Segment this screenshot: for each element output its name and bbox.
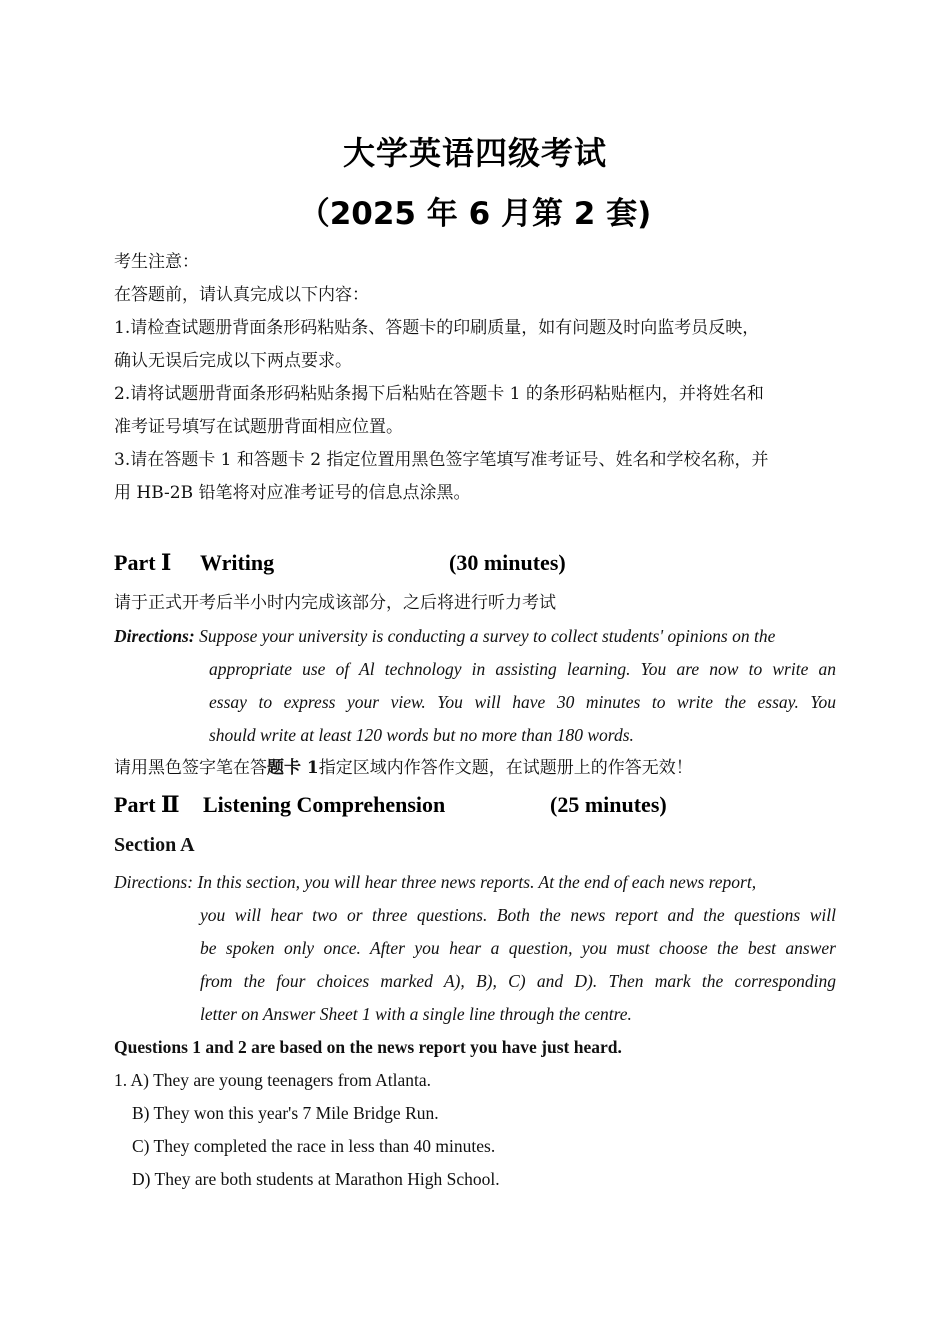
part2-time: (25 minutes)	[550, 792, 667, 817]
part2-directions-line-2: you will hear two or three questions. Both the news report and the questions will	[200, 905, 836, 925]
part1-note: 请于正式开考后半小时内完成该部分，之后将进行听力考试	[114, 593, 556, 613]
part1-label: Part Ⅰ	[114, 550, 172, 575]
part2-directions-line-1: Directions: In this section, you will hear three news reports. At the end of each news report,	[114, 872, 757, 892]
question-group-heading: Questions 1 and 2 are based on the news report you have just heard.	[114, 1037, 622, 1057]
part2-directions-line-3: be spoken only once. After you hear a question, you must choose the best answer	[200, 938, 836, 958]
part1-name: Writing	[200, 550, 275, 575]
notice-item-2a: 2.请将试题册背面条形码粘贴条揭下后粘贴在答题卡 1 的条形码粘贴框内，并将姓名和	[114, 384, 764, 404]
exam-title: 大学英语四级考试	[342, 134, 607, 172]
notice-item-2b: 准考证号填写在试题册背面相应位置。	[114, 417, 403, 437]
notice-item-1b: 确认无误后完成以下两点要求。	[114, 351, 352, 371]
part1-directions-line-4: should write at least 120 words but no more than 180 words.	[209, 725, 634, 745]
section-a-heading: Section A	[114, 834, 195, 856]
part1-heading	[114, 546, 836, 579]
part2-directions-line-4: from the four choices marked A), B), C) and D). Then mark the corresponding	[200, 971, 836, 991]
notice-item-3a: 3.请在答题卡 1 和答题卡 2 指定位置用黑色签字笔填写准考证号、姓名和学校名称，并	[114, 450, 769, 470]
notice-intro: 在答题前，请认真完成以下内容：	[114, 285, 369, 305]
part2-directions-line-5: letter on Answer Sheet 1 with a single line through the centre.	[200, 1004, 632, 1024]
notice-heading: 考生注意：	[114, 252, 199, 272]
part1-directions-line-1: Directions: Suppose your university is conducting a survey to collect students' opinions on the	[114, 626, 776, 646]
question-1-number: 1.	[114, 1070, 128, 1090]
part1-directions-line-2: appropriate use of Al technology in assisting learning. You are now to write an	[209, 659, 836, 679]
question-1-choice-a: 1. A) They are young teenagers from Atlanta.	[114, 1070, 432, 1090]
question-1-choice-b: B) They won this year's 7 Mile Bridge Run.	[132, 1103, 439, 1123]
question-1-choice-c: C) They completed the race in less than 40 minutes.	[132, 1136, 496, 1156]
notice-item-3b: 用 HB-2B 铅笔将对应准考证号的信息点涂黑。	[114, 483, 471, 503]
part2-label: Part Ⅱ	[114, 792, 180, 817]
question-1-choice-d: D) They are both students at Marathon High School.	[132, 1169, 500, 1189]
part2-name: Listening Comprehension	[203, 792, 446, 817]
part1-directions-label: Directions:	[114, 626, 195, 646]
part1-time: (30 minutes)	[449, 550, 566, 575]
exam-subtitle: （2025 年 6 月第 2 套)	[298, 196, 652, 232]
part2-directions-label: Directions:	[114, 872, 194, 892]
part1-directions-line-3: essay to express your view. You will have 30 minutes to write the essay. You	[209, 692, 836, 712]
part2-heading	[114, 788, 836, 821]
notice-item-1a: 1.请检查试题册背面条形码粘贴条、答题卡的印刷质量，如有问题及时向监考员反映，	[114, 318, 760, 338]
part1-answer-note: 请用黑色签字笔在答题卡 1指定区域内作答作文题，在试题册上的作答无效！	[114, 758, 693, 778]
